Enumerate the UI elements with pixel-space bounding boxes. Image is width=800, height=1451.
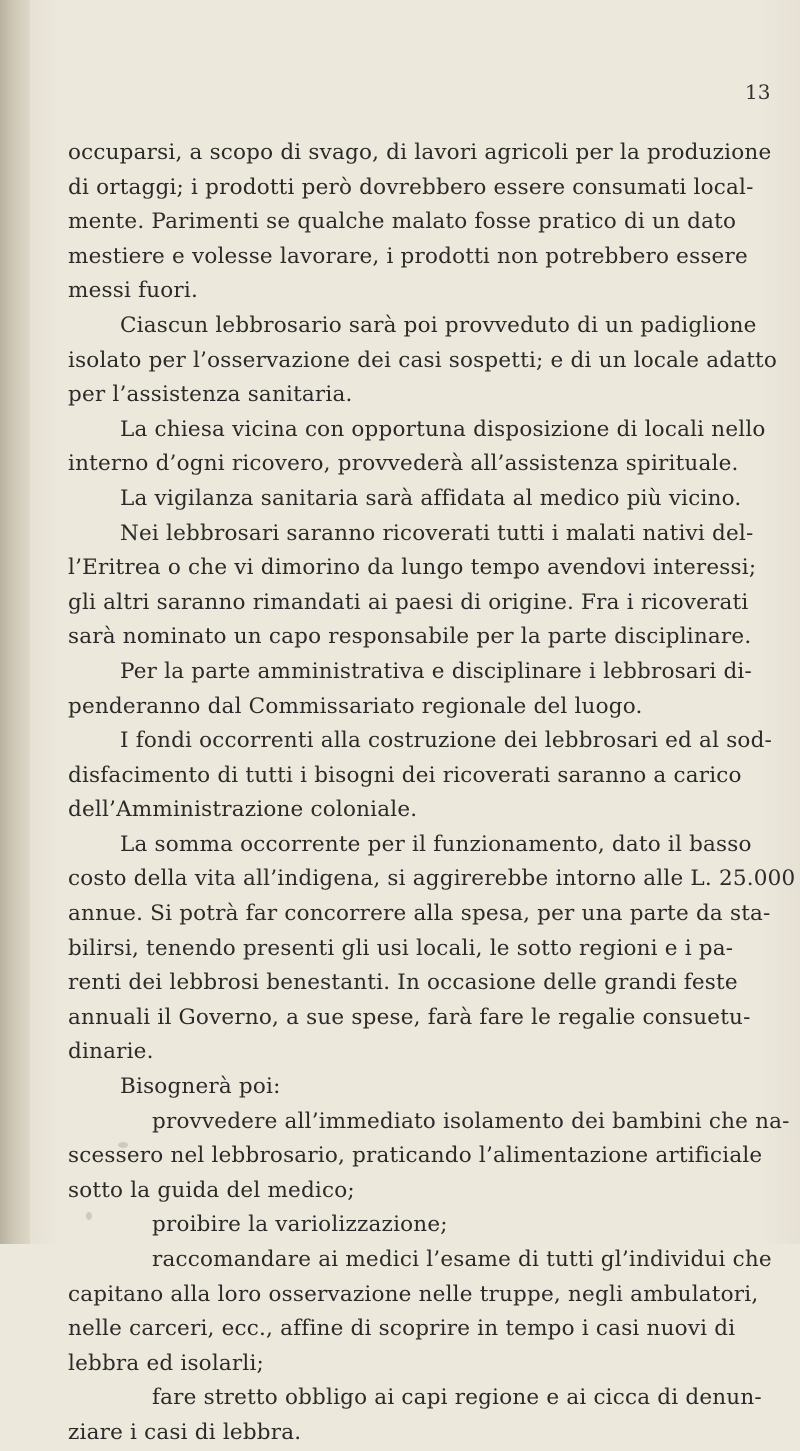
text-line: proibire la variolizzazione; bbox=[152, 1212, 448, 1238]
text-line: sarà nominato un capo responsabile per la parte disciplinare. bbox=[68, 624, 752, 650]
text-line: renti dei lebbrosi benestanti. In occasione delle grandi feste bbox=[68, 970, 738, 996]
page-binding-edge bbox=[0, 0, 30, 1244]
ink-smudge bbox=[86, 1212, 92, 1220]
text-line: annue. Si potrà far concorrere alla spesa, per una parte da sta- bbox=[68, 901, 771, 927]
text-line: lebbra ed isolarli; bbox=[68, 1350, 264, 1376]
text-line: di ortaggi; i prodotti però dovrebbero essere consumati local- bbox=[68, 174, 754, 200]
text-line: mestiere e volesse lavorare, i prodotti non potrebbero essere bbox=[68, 243, 748, 269]
text-line: sotto la guida del medico; bbox=[68, 1177, 355, 1203]
text-line: scessero nel lebbrosario, praticando l’alimentazione artificiale bbox=[68, 1143, 763, 1169]
text-line: disfacimento di tutti i bisogni dei ricoverati saranno a carico bbox=[68, 762, 742, 788]
text-line: per l’assistenza sanitaria. bbox=[68, 382, 353, 408]
text-line: raccomandare ai medici l’esame di tutti gl’individui che bbox=[152, 1247, 772, 1272]
body-text bbox=[68, 136, 796, 1451]
text-line: penderanno dal Commissariato regionale del luogo. bbox=[68, 693, 643, 719]
text-line: La somma occorrente per il funzionamento, dato il basso bbox=[120, 831, 752, 857]
text-line: occuparsi, a scopo di svago, di lavori agricoli per la produzione bbox=[68, 140, 772, 165]
text-line: capitano alla loro osservazione nelle truppe, negli ambulatori, bbox=[68, 1281, 759, 1307]
text-line: l’Eritrea o che vi dimorino da lungo tempo avendovi interessi; bbox=[68, 555, 757, 581]
text-line: Per la parte amministrativa e disciplinare i lebbrosari di- bbox=[120, 658, 752, 684]
text-line: costo della vita all’indigena, si aggirerebbe intorno alle L. 25.000 bbox=[68, 866, 796, 892]
text-line: La vigilanza sanitaria sarà affidata al medico più vicino. bbox=[120, 485, 742, 511]
text-line: fare stretto obbligo ai capi regione e ai cicca di denun- bbox=[152, 1385, 762, 1411]
text-line: La chiesa vicina con opportuna disposizione di locali nello bbox=[120, 416, 766, 442]
text-line: dell’Amministrazione coloniale. bbox=[68, 797, 418, 823]
text-line: Ciascun lebbrosario sarà poi provveduto di un padiglione bbox=[120, 312, 757, 338]
text-line: bilirsi, tenendo presenti gli usi locali, le sotto regioni e i pa- bbox=[68, 935, 734, 961]
page-number: 13 bbox=[745, 80, 771, 104]
text-line: dinarie. bbox=[68, 1039, 154, 1065]
text-line: interno d’ogni ricovero, provvederà all’assistenza spirituale. bbox=[68, 451, 739, 477]
text-line: isolato per l’osservazione dei casi sospetti; e di un locale adatto bbox=[68, 347, 778, 373]
text-line: ziare i casi di lebbra. bbox=[68, 1419, 302, 1445]
text-line: nelle carceri, ecc., affine di scoprire in tempo i casi nuovi di bbox=[68, 1316, 736, 1342]
text-line: annuali il Governo, a sue spese, farà fare le regalie consuetu- bbox=[68, 1004, 751, 1030]
text-line: Nei lebbrosari saranno ricoverati tutti i malati nativi del- bbox=[120, 520, 754, 546]
text-line: gli altri saranno rimandati ai paesi di origine. Fra i ricoverati bbox=[68, 589, 749, 615]
text-line: I fondi occorrenti alla costruzione dei lebbrosari ed al sod- bbox=[120, 728, 772, 754]
text-line: messi fuori. bbox=[68, 278, 199, 304]
text-line: Bisognerà poi: bbox=[120, 1074, 281, 1100]
text-line: provvedere all’immediato isolamento dei bambini che na- bbox=[152, 1108, 790, 1134]
text-line: mente. Parimenti se qualche malato fosse pratico di un dato bbox=[68, 209, 737, 235]
ink-smudge bbox=[118, 1142, 128, 1148]
